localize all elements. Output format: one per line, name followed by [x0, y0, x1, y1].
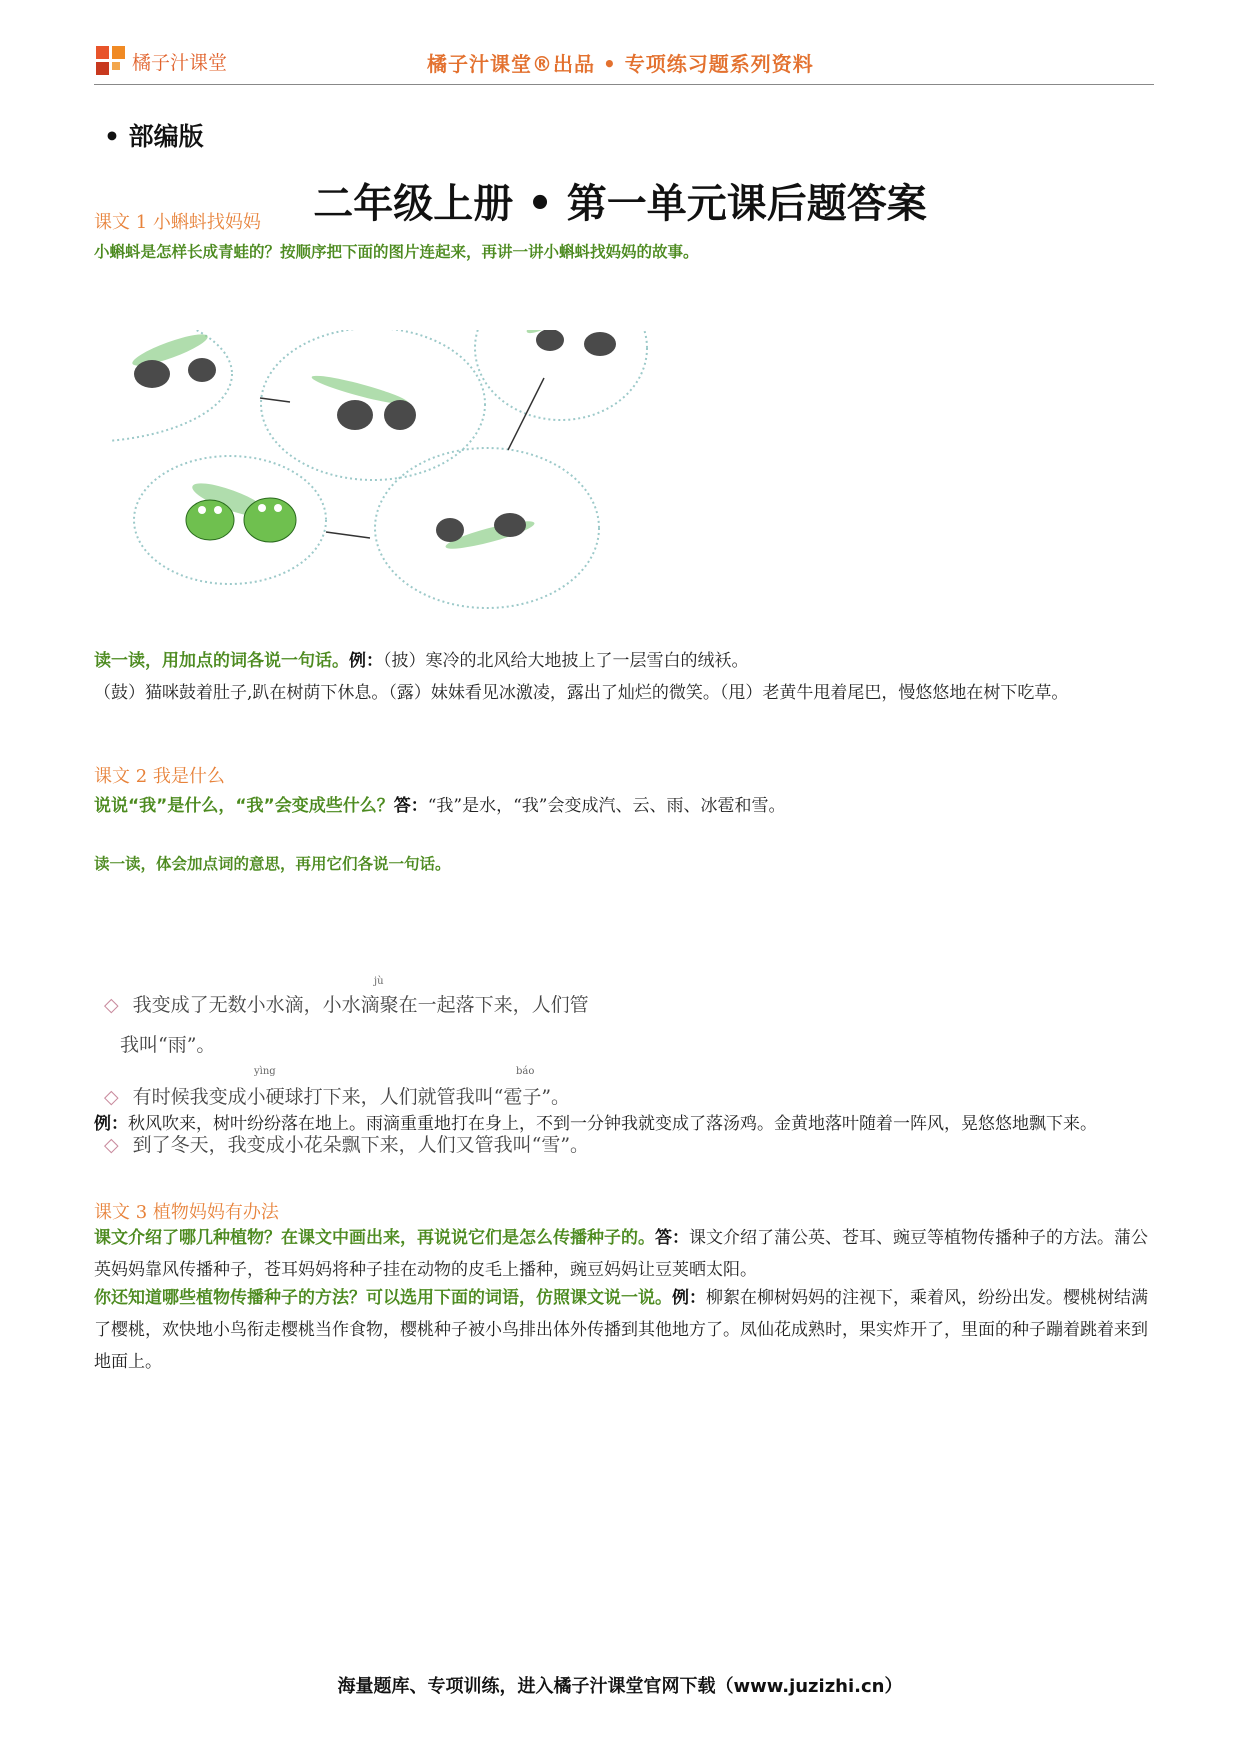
lesson-3-example-label: 例：	[672, 1288, 706, 1308]
page-title: 二年级上册 • 第一单元课后题答案	[313, 181, 927, 227]
lesson-3-question: 课文介绍了哪几种植物？在课文中画出来，再说说它们是怎么传播种子的。	[94, 1228, 655, 1248]
lesson-2-heading: 课文 2 我是什么	[94, 766, 225, 787]
diamond-bullet-icon: ◇	[104, 994, 119, 1016]
lesson-2-qa	[94, 790, 1150, 822]
header-title: 橘子汁课堂®出品 • 专项练习题系列资料	[427, 52, 814, 76]
lesson-3-answer-label: 答：	[655, 1228, 689, 1248]
sentence-2: 有时候我变成小硬球打下来，人们就管我叫“雹子”。	[132, 1086, 571, 1108]
lesson-2-example-block	[94, 1108, 1150, 1140]
lesson-1-more-examples: （鼓）猫咪鼓着肚子,趴在树荫下休息。（露）妹妹看见冰激凌，露出了灿烂的微笑。（甩）老黄牛甩着尾巴，慢悠悠地在树下吃草。	[94, 683, 1069, 703]
lesson-3-example-block	[94, 1282, 1150, 1378]
lesson-2-example: 秋风吹来，树叶纷纷落在地上。雨滴重重地打在身上，不到一分钟我就变成了落汤鸡。金黄地落叶随着一阵风，晃悠悠地飘下来。	[128, 1114, 1097, 1134]
lesson-1-example-label: 例：	[349, 651, 383, 671]
sentence-3: 到了冬天，我变成小花朵飘下来，人们又管我叫“雪”。	[132, 1134, 590, 1156]
pinyin-ying: yìng	[254, 1066, 276, 1077]
textbook-sentences-image	[104, 976, 684, 1170]
lesson-1-heading: 课文 1 小蝌蚪找妈妈	[94, 212, 261, 233]
lesson-3-heading: 课文 3 植物妈妈有办法	[94, 1202, 279, 1223]
lesson-3-qa	[94, 1222, 1150, 1286]
sentence-1: 我变成了无数小水滴，小水滴聚在一起落下来，人们管	[132, 994, 589, 1016]
lesson-3-answer: 课文介绍了蒲公英、苍耳、豌豆等植物传播种子的方法。蒲公英妈妈靠风传播种子，苍耳妈妈将种子挂在动物的皮毛上播种，豌豆妈妈让豆荚晒太阳。	[94, 1228, 1148, 1280]
lesson-1-reading-task	[94, 645, 1150, 677]
pinyin-ju: jù	[374, 976, 384, 987]
lesson-1-question: 小蝌蚪是怎样长成青蛙的？按顺序把下面的图片连起来，再讲一讲小蝌蚪找妈妈的故事。	[94, 243, 699, 261]
lesson-1-question-2: 读一读，用加点的词各说一句话。	[94, 651, 349, 671]
lesson-2-answer: “我”是水，“我”会变成汽、云、雨、冰雹和雪。	[427, 796, 786, 816]
brand-logo-icon	[96, 46, 126, 76]
lesson-1-example: （披）寒冷的北风给大地披上了一层雪白的绒袄。	[383, 651, 749, 671]
lesson-2-question: 说说“我”是什么，“我”会变成些什么？	[94, 796, 394, 816]
lesson-3-example: 柳絮在柳树妈妈的注视下，乘着风，纷纷出发。樱桃树结满了樱桃，欢快地小鸟衔走樱桃当作食物，樱桃种子被小鸟排出体外传播到其他地方了。凤仙花成熟时，果实炸开了，里面的种子蹦着跳着来到地面上。	[94, 1288, 1148, 1372]
lesson-2-question-2: 读一读，体会加点词的意思，再用它们各说一句话。	[94, 855, 451, 873]
pinyin-bao: báo	[516, 1066, 535, 1077]
diamond-bullet-icon: ◇	[104, 1134, 119, 1156]
sentence-1-cont: 我叫“雨”。	[120, 1034, 216, 1056]
brand-name: 橘子汁课堂	[132, 52, 228, 74]
edition-label: • 部编版	[104, 122, 204, 151]
tadpole-frog-illustration	[110, 330, 750, 670]
diamond-bullet-icon: ◇	[104, 1086, 119, 1108]
lesson-3-question-2: 你还知道哪些植物传播种子的方法？可以选用下面的词语，仿照课文说一说。	[94, 1288, 672, 1308]
page-footer: 海量题库、专项训练，进入橘子汁课堂官网下载（www.juzizhi.cn）	[337, 1676, 903, 1697]
page-header	[94, 40, 1154, 85]
lesson-2-example-label: 例：	[94, 1114, 128, 1134]
lesson-2-answer-label: 答：	[393, 796, 428, 816]
